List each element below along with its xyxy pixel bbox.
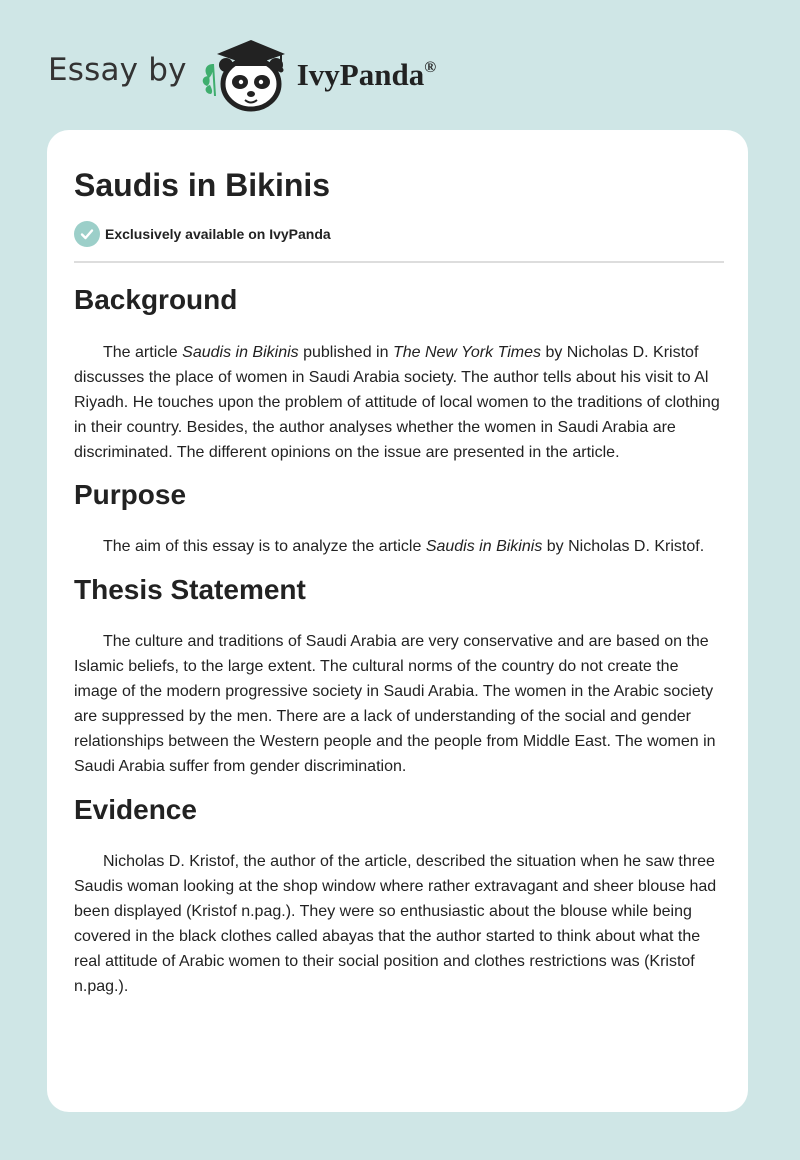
section-purpose: [74, 477, 724, 559]
section-thesis: [74, 572, 724, 779]
section-heading: Background: [74, 284, 238, 315]
section-heading: Purpose: [74, 479, 187, 510]
section-heading: Thesis Statement: [74, 574, 306, 605]
essay-card: [47, 130, 748, 1112]
site-header: [48, 34, 436, 114]
section-background: [74, 282, 724, 465]
checkmark-icon: [74, 221, 100, 247]
exclusive-badge-label: Exclusively available on IvyPanda: [105, 226, 331, 242]
brand-name: IvyPanda®: [296, 57, 437, 92]
panda-graduate-icon: [201, 34, 293, 114]
exclusive-badge: [74, 221, 331, 247]
essay-body: [74, 282, 724, 999]
section-heading: Evidence: [74, 794, 197, 825]
page-title: Saudis in Bikinis: [74, 167, 331, 203]
essay-by-label: Essay by: [48, 52, 187, 88]
section-evidence: [74, 792, 724, 999]
section-paragraph: The article Saudis in Bikinis published in The New York Times by Nicholas D. Kristof discusses the place of women in Saudi Arabia society. The author tells about his visit to Al Riyadh. He touches upon the problem of attitude of local women to the traditions of clothing in their country. Besides, the author analyses whether the women in Saudi Arabia are discriminated. The different opinions on the issue are presented in the article.: [74, 344, 720, 461]
section-paragraph: The aim of this essay is to analyze the article Saudis in Bikinis by Nicholas D. Kristof.: [103, 538, 705, 555]
section-paragraph: The culture and traditions of Saudi Arabia are very conservative and are based on the Islamic beliefs, to the large extent. The cultural norms of the country do not create the image of the modern progressive society in Saudi Arabia. The women in the Arabic society are suppressed by the men. There are a lack of understanding of the social and gender relationships between the Western people and the people from Middle East. The women in Saudi Arabia suffer from gender discrimination.: [74, 633, 716, 775]
section-paragraph: Nicholas D. Kristof, the author of the article, described the situation when he saw three Saudis woman looking at the shop window where rather extravagant and sheer blouse had been displayed (Kristof n.pag.). They were so enthusiastic about the blouse while being covered in the black clothes called abayas that the author started to think about what the real attitude of Arabic women to their social position and clothes restrictions was (Kristof n.pag.).: [74, 853, 717, 995]
divider: [74, 261, 724, 263]
